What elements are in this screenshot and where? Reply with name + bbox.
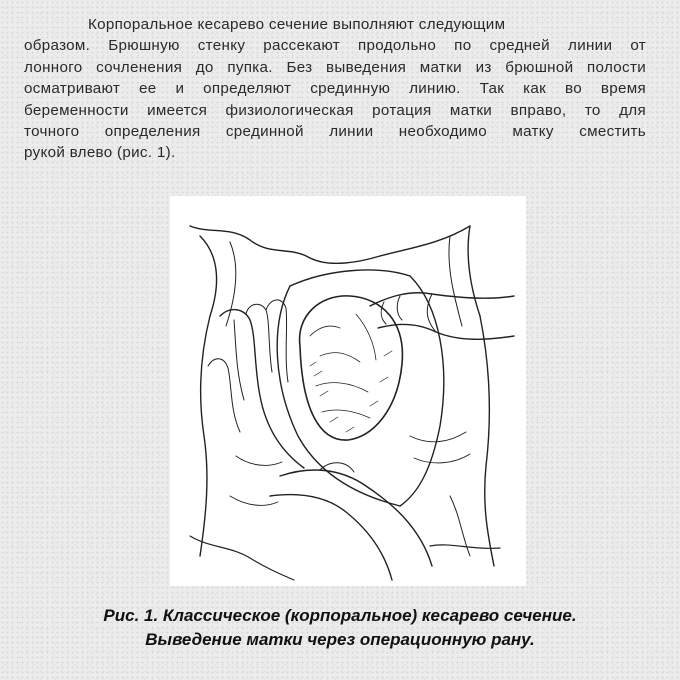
- paragraph-line-2: образом. Брюшную стенку рассекают продольно по средней линии от: [24, 37, 646, 55]
- uterus-outline: [300, 296, 403, 440]
- lower-arm: [280, 470, 432, 566]
- drape-top-edge: [190, 226, 470, 263]
- surgery-drawing: [170, 196, 526, 586]
- right-wall: [480, 316, 494, 566]
- paragraph-line-3: лонного сочленения до пупка. Без выведения матки из брюшной полости: [24, 58, 646, 76]
- left-wall: [200, 316, 210, 556]
- paragraph-line-1: Корпоральное кесарево сечение выполняют следующим: [88, 16, 506, 33]
- body-paragraph: [24, 14, 646, 164]
- caption-line-2: Выведение матки через операционную рану.: [145, 630, 535, 649]
- left-hand: [220, 310, 304, 468]
- paragraph-line-5: беременности имеется физиологическая ротация матки вправо, то для: [24, 101, 646, 119]
- surgical-illustration: [170, 196, 526, 586]
- right-hand-upper: [370, 293, 514, 306]
- caption-line-1: Рис. 1. Классическое (корпоральное) кесарево сечение.: [103, 606, 577, 625]
- figure-caption: [40, 604, 640, 652]
- paragraph-line-4: осматривают ее и определяют срединную линию. Так как во время: [24, 80, 646, 98]
- paragraph-line-7: рукой влево (рис. 1).: [24, 144, 176, 162]
- paragraph-line-6: точного определения срединной линии необходимо матку сместить: [24, 123, 646, 141]
- incision-right-edge: [400, 276, 444, 506]
